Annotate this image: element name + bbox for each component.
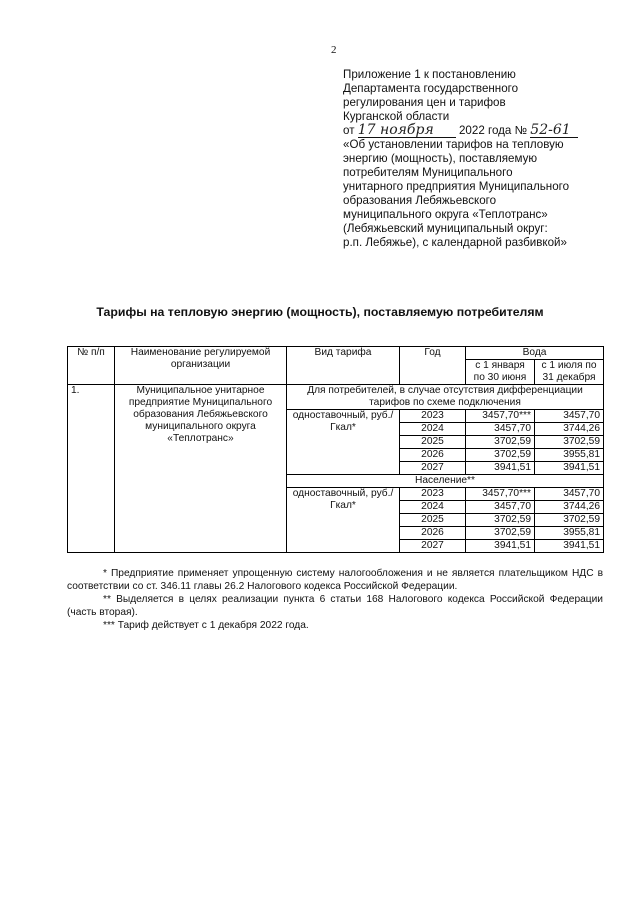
- tariff-table: [67, 346, 604, 553]
- year-cell: 2023: [400, 410, 466, 423]
- footnote-3: *** Тариф действует с 1 декабря 2022 года.: [103, 620, 309, 631]
- value-cell: 3941,51: [535, 462, 604, 475]
- page-number: 2: [331, 44, 337, 56]
- handwritten-date: 17 ноября: [358, 124, 456, 138]
- appendix-line: регулирования цен и тарифов: [343, 96, 506, 109]
- header-water: Вода: [466, 347, 604, 360]
- year-cell: 2027: [400, 540, 466, 553]
- group-title: Население**: [287, 475, 604, 488]
- header-tariff-type: Вид тарифа: [287, 347, 400, 385]
- header-year: Год: [400, 347, 466, 385]
- header-period-2: с 1 июля по 31 декабря: [535, 360, 604, 385]
- footnote-1: * Предприятие применяет упрощенную систему налогообложения и не является плательщиком НДС в соответствии со ст. 346.11 главы 26.2 Налогового кодекса Российской Федерации.: [67, 568, 603, 592]
- value-cell: 3744,26: [535, 423, 604, 436]
- appendix-header: [343, 68, 613, 250]
- value-cell: 3457,70***: [466, 488, 535, 501]
- appendix-subject: (Лебяжьевский муниципальный округ:: [343, 222, 548, 235]
- org-name: Муниципальное унитарное предприятие Муниципального образования Лебяжьевского муниципального округа «Теплотранс»: [115, 385, 287, 553]
- tariff-type: одноставочный, руб./Гкал*: [287, 410, 400, 475]
- year-cell: 2027: [400, 462, 466, 475]
- value-cell: 3702,59: [535, 436, 604, 449]
- header-period-1: с 1 января по 30 июня: [466, 360, 535, 385]
- appendix-subject: муниципального округа «Теплотранс»: [343, 208, 548, 221]
- year-cell: 2023: [400, 488, 466, 501]
- appendix-date-line: [343, 124, 613, 138]
- value-cell: 3702,59: [466, 514, 535, 527]
- value-cell: 3457,70: [535, 488, 604, 501]
- tariff-type: одноставочный, руб./Гкал*: [287, 488, 400, 553]
- header-org: Наименование регулируемой организации: [115, 347, 287, 385]
- header-num: № п/п: [68, 347, 115, 385]
- year-cell: 2025: [400, 436, 466, 449]
- year-cell: 2026: [400, 527, 466, 540]
- value-cell: 3744,26: [535, 501, 604, 514]
- year-cell: 2024: [400, 501, 466, 514]
- value-cell: 3941,51: [535, 540, 604, 553]
- value-cell: 3702,59: [466, 527, 535, 540]
- value-cell: 3702,59: [466, 449, 535, 462]
- value-cell: 3955,81: [535, 449, 604, 462]
- footnotes: [67, 567, 603, 632]
- value-cell: 3702,59: [466, 436, 535, 449]
- appendix-subject: потребителям Муниципального: [343, 166, 513, 179]
- value-cell: 3702,59: [535, 514, 604, 527]
- value-cell: 3941,51: [466, 540, 535, 553]
- appendix-subject: р.п. Лебяжье), с календарной разбивкой»: [343, 236, 567, 249]
- value-cell: 3457,70: [466, 423, 535, 436]
- appendix-subject: образования Лебяжьевского: [343, 194, 497, 207]
- year-cell: 2024: [400, 423, 466, 436]
- year-text: 2022 года №: [458, 124, 528, 137]
- row-number: 1.: [68, 385, 115, 553]
- appendix-subject: энергию (мощность), поставляемую: [343, 152, 538, 165]
- appendix-line: Приложение 1 к постановлению: [343, 68, 516, 81]
- value-cell: 3457,70***: [466, 410, 535, 423]
- document-title: Тарифы на тепловую энергию (мощность), поставляемую потребителям: [96, 305, 544, 319]
- footnote-2: ** Выделяется в целях реализации пункта 6 статьи 168 Налогового кодекса Российской Федерации (часть вторая).: [67, 594, 603, 618]
- date-prefix: от: [343, 124, 355, 137]
- appendix-line: Курганской области: [343, 110, 450, 123]
- appendix-line: Департамента государственного: [343, 82, 519, 95]
- value-cell: 3457,70: [535, 410, 604, 423]
- appendix-subject: унитарного предприятия Муниципального: [343, 180, 570, 193]
- value-cell: 3941,51: [466, 462, 535, 475]
- year-cell: 2026: [400, 449, 466, 462]
- year-cell: 2025: [400, 514, 466, 527]
- value-cell: 3457,70: [466, 501, 535, 514]
- handwritten-number: 52-61: [530, 124, 578, 138]
- value-cell: 3955,81: [535, 527, 604, 540]
- appendix-subject: «Об установлении тарифов на тепловую: [343, 138, 564, 151]
- group-title: Для потребителей, в случае отсутствия дифференциации тарифов по схеме подключения: [287, 385, 604, 410]
